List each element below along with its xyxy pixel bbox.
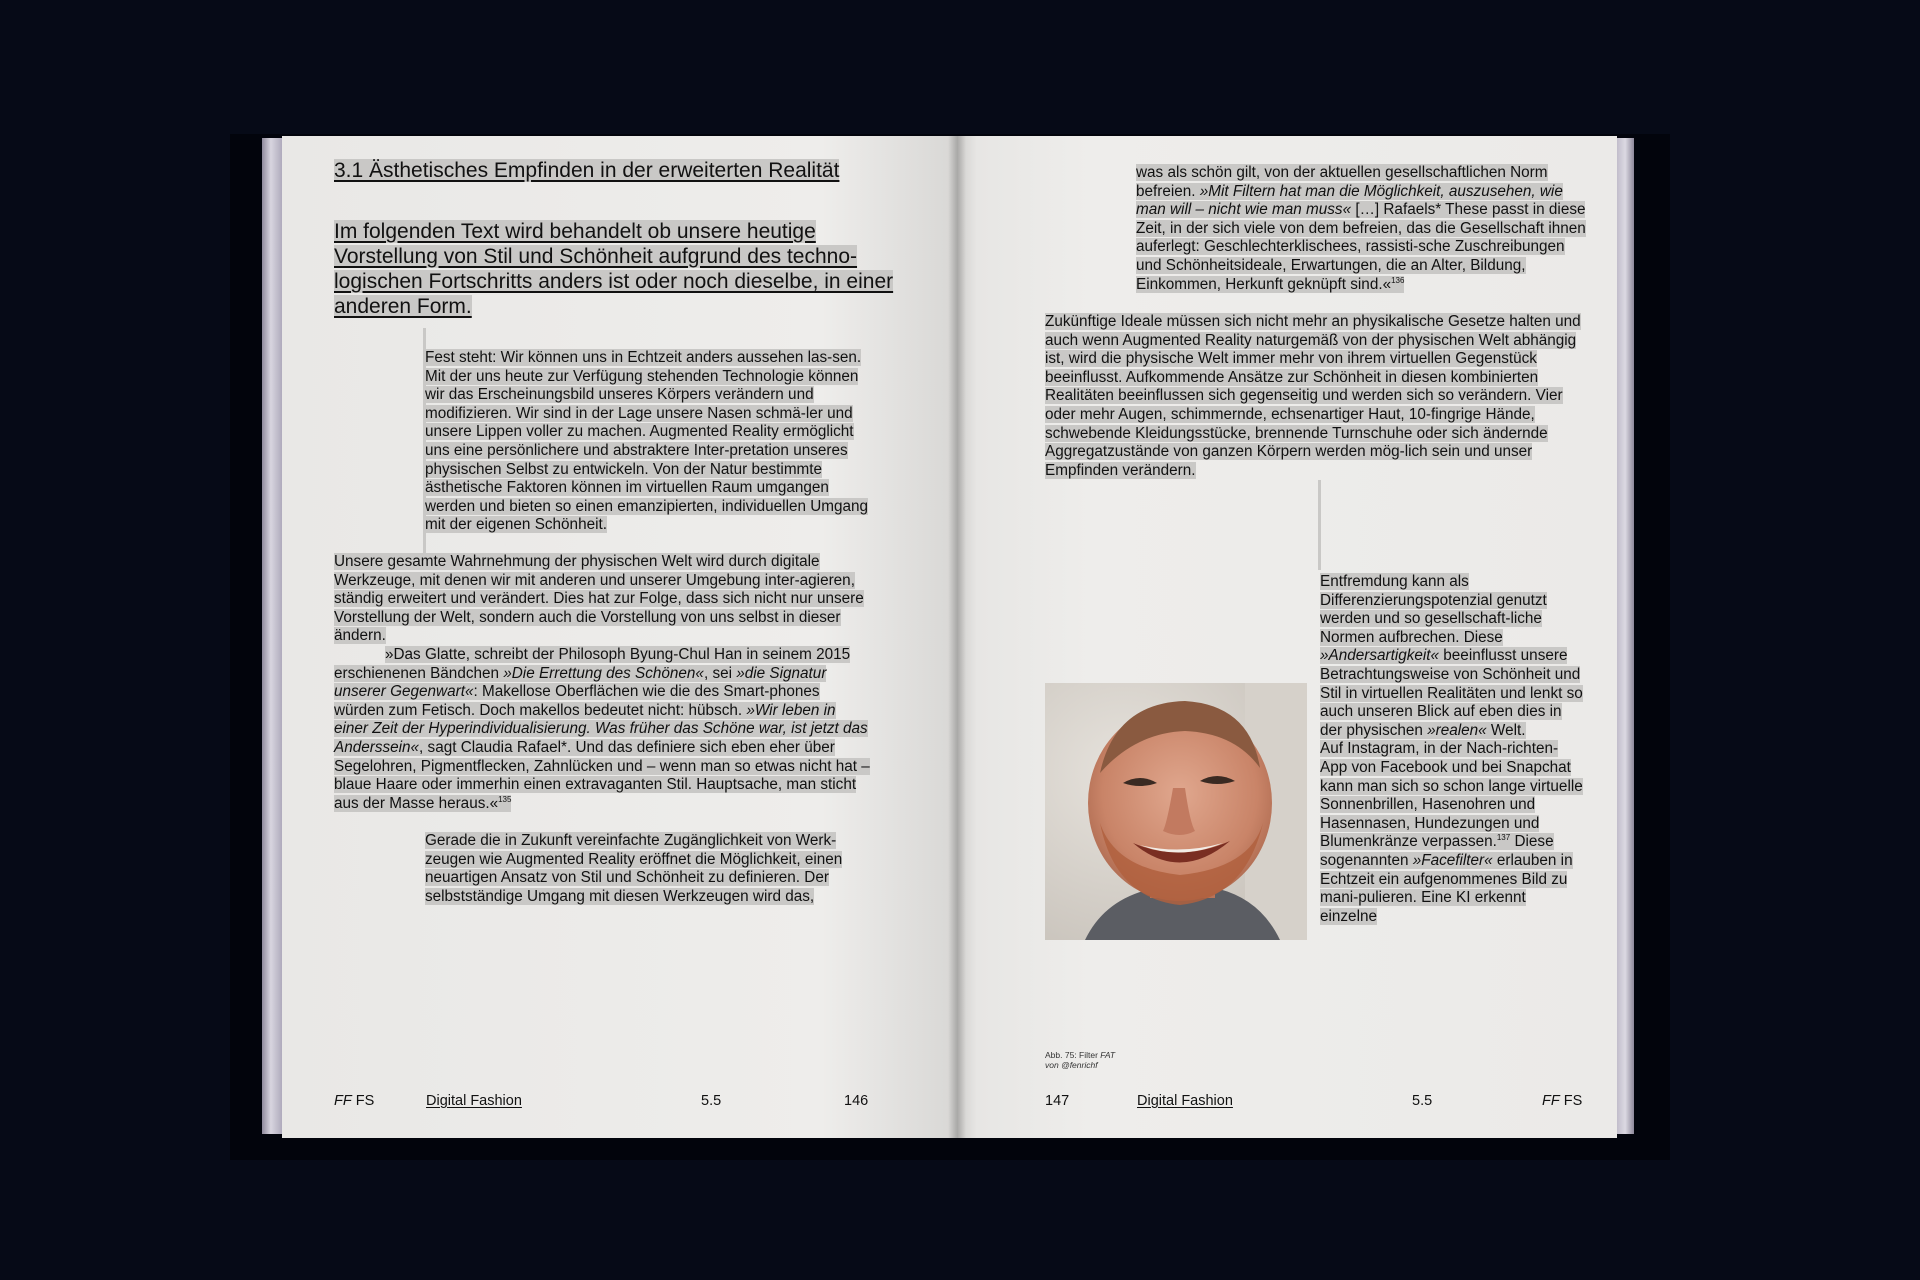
footer-left-brand: FF FS xyxy=(334,1093,375,1109)
footer-right-page-number: 147 xyxy=(1045,1093,1070,1109)
footnote-135: 135 xyxy=(498,794,512,804)
footer-left-title: Digital Fashion xyxy=(426,1093,522,1109)
footer-right-section: 5.5 xyxy=(1412,1093,1433,1109)
left-block-3: »Das Glatte, schreibt der Philosoph Byung-Chul Han in seinem 2015 erschienenen Bändchen »Die Errettung des Schönen«, sei »die Signatur unserer Gegenwart«: Makellose Oberflächen wie die des Smart-phones würden zum Fetisch. Doch makellos bedeutet nicht: hübsch. »Wir leben in einer Zeit der Hyperindividualisierung. Was früher das Schöne war, ist jetzt das Anderssein«, sagt Claudia Rafael*. Und das definiere sich eben eher über Segelohren, Pigmentflecken, Zahnlücken und – wenn man so etwas nicht hat – blaue Haare oder immerhin einen extravaganten Stil. Hauptsache, man sticht aus der Masse heraus.«$^{135}$ xyxy=(334,645,870,812)
book-edge-left xyxy=(262,138,284,1134)
left-block-4: Gerade die in Zukunft vereinfachte Zugänglichkeit von Werk-zeugen wie Augmented Reality eröffnet die Möglichkeit, einen neuartigen Ansatz von Stil und Schönheit zu definieren. Der selbstständige Umgang mit diesen Werkzeugen wird das, xyxy=(425,832,843,905)
footnote-137: 137 xyxy=(1496,833,1511,843)
footer-right-brand: FF FS xyxy=(1542,1093,1583,1109)
footer-left-section: 5.5 xyxy=(701,1093,722,1109)
lead-paragraph: Im folgenden Text wird behandelt ob unsere heutige Vorstellung von Stil und Schönheit aufgrund des techno-logischen Fortschritts anders ist oder noch dieselbe, in einer anderen Form. xyxy=(334,220,894,318)
left-block-1: Fest steht: Wir können uns in Echtzeit anders aussehen las-sen. Mit der uns heute zur Verfügung stehenden Technologie können wir das Erscheinungsbild unseres Körpers verändern und modifizieren. Wir sind in der Lage unsere Nasen schmä-ler und unsere Lippen voller zu machen. Augmented Reality ermöglicht uns eine persönlichere und abstraktere Inter-pretation unseres physischen Selbst zu entwickeln. Von der Natur bestimmte ästhetische Faktoren können im virtuellen Raum umgangen werden und bieten so einen emanzipierten, individuellen Umgang mit der eigenen Schönheit. xyxy=(425,349,869,534)
section-heading: 3.1 Ästhetisches Empfinden in der erweiterten Realität xyxy=(334,159,840,182)
left-block-2: Unsere gesamte Wahrnehmung der physischen Welt wird durch digitale Werkzeuge, mit denen wir mit anderen und unserer Umgebung inter-agieren, ständig erweitert und verändert. Dies hat zur Folge, dass sich nicht nur unsere Vorstellung der Welt, sondern auch die Vorstellung von uns selbst in dieser ändern. »Das Glatte, schreibt der Philosoph Byung-Chul Han in seinem 2015 erschienenen Bändchen »Die Errettung des Schönen«, sei »die Signatur unserer Gegenwart«: Makellose Oberflächen wie die des Smart-phones würden zum Fetisch. Doch makellos bedeutet nicht: hübsch. »Wir leben in einer Zeit der Hyperindividualisierung. Was früher das Schöne war, ist jetzt das Anderssein«, sagt Claudia Rafael*. Und das definiere sich eben eher über Segelohren, Pigmentflecken, Zahnlücken und – wenn man so etwas nicht hat – blaue Haare oder immerhin einen extravaganten Stil. Hauptsache, man sticht aus der Masse heraus.«$^{135}$ xyxy=(334,553,872,813)
right-block-2: Zukünftige Ideale müssen sich nicht mehr an physikalische Gesetze halten und auch wenn Augmented Reality naturgemäß von der physischen Welt abhängig ist, wird die physische Welt immer mehr von ihrem virtuellen Gegenstück beeinflusst. Aufkommende Ansätze zur Schönheit in diesen kombinierten Realitäten beeinflussen sich gegenseitig und werden sich so verändern. Vier oder mehr Augen, schimmernde, echsenartiger Haut, 10-fingrige Hände, schwebende Kleidungsstücke, brennende Turnschuhe oder sich ändernde Aggregatzustände von ganzen Körpern werden mög-lich sein und unser Empfinden verändern. xyxy=(1045,313,1581,479)
filter-portrait-image xyxy=(1045,683,1307,940)
margin-rule-right xyxy=(1318,480,1321,570)
right-block-1: was als schön gilt, von der aktuellen gesellschaftlichen Norm befreien. »Mit Filtern hat man die Möglichkeit, auszusehen, wie man will – nicht wie man muss« […] Rafaels* These passt in diese Zeit, in der sich viele von dem befreien, das die Gesellschaft ihnen auferlegt: Geschlechterklischees, rassisti-sche Zuschreibungen und Schönheitsideale, Erwartungen, die an Alter, Bildung, Einkommen, Herkunft geknüpft sind.«$^{136}$ xyxy=(1136,164,1586,293)
footer-left-page-number: 146 xyxy=(844,1093,869,1109)
footer-right-title: Digital Fashion xyxy=(1137,1093,1233,1109)
footnote-136: 136 xyxy=(1391,275,1405,285)
book-gutter xyxy=(948,136,966,1138)
right-block-3: Entfremdung kann als Differenzierungspotenzial genutzt werden und so gesellschaft-liche Normen aufbrechen. Diese »Andersartigkeit« beeinflusst unsere Betrachtungsweise von Schönheit und Stil in virtuellen Realitäten und lenkt so auch unseren Blick auf eben dies in der physischen »realen« Welt. Auf Instagram, in der Nach-richten-App von Facebook und bei Snapchat kann man sich so schon lange virtuelle Sonnenbrillen, Hasenohren und Hasennasen, Hundezungen und Blumenkränze verpassen.$^{137}$ Diese sogenannten »Facefilter« erlauben in Echtzeit ein aufgenommenes Bild zu mani-pulieren. Eine KI erkennt einzelne xyxy=(1320,573,1583,925)
figure-caption: Abb. 75: Filter FAT von @fenrichf xyxy=(1045,1050,1116,1070)
